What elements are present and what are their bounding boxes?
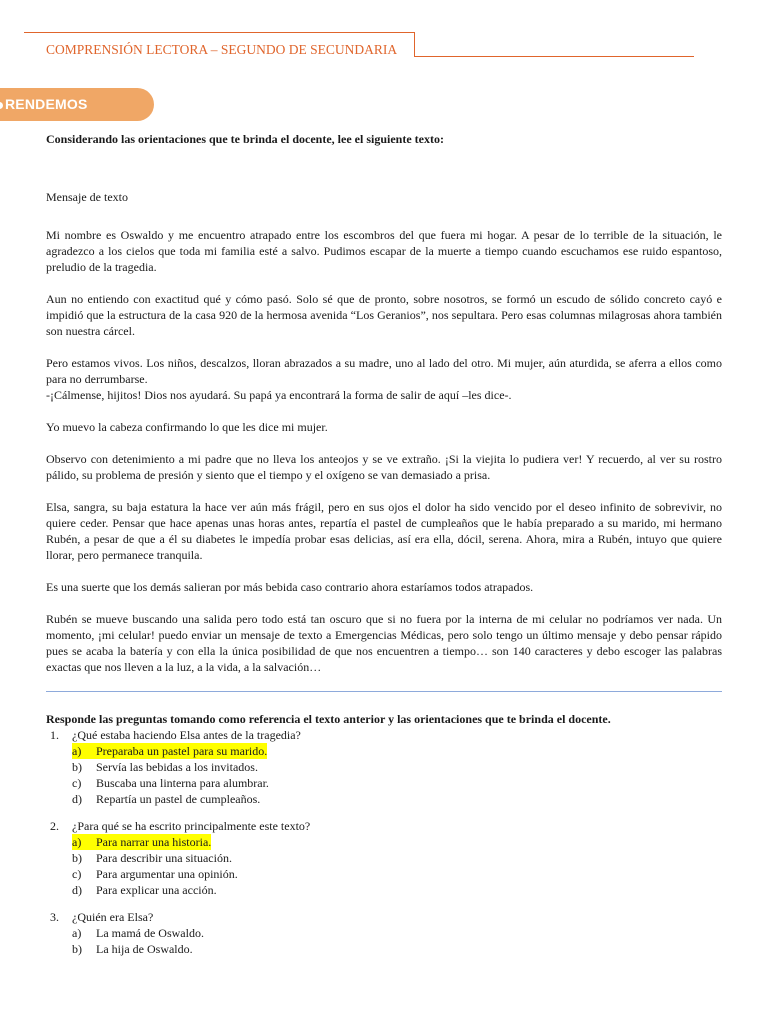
option[interactable] [46,775,722,791]
story-paragraph: Pero estamos vivos. Los niños, descalzos, lloran abrazados a su madre, uno al lado del otro. Mi mujer, aún aturdida, se aferra a ellos como para no derrumbarse. [46,356,722,386]
option-letter: c) [72,776,82,790]
option[interactable] [46,791,722,807]
option[interactable] [46,925,722,941]
story-paragraph: Yo muevo la cabeza confirmando lo que les dice mi mujer. [46,420,328,434]
option-letter: a) [72,743,95,759]
option-text: Para describir una situación. [96,851,232,865]
question-text: ¿Qué estaba haciendo Elsa antes de la tragedia? [72,728,301,742]
questions-section [46,711,722,957]
question-number: 2. [50,819,59,833]
option[interactable] [46,866,722,882]
option-letter: c) [72,867,82,881]
section-divider [46,691,722,692]
option-highlighted[interactable] [46,743,722,759]
question-text: ¿Para qué se ha escrito principalmente este texto? [72,819,311,833]
option[interactable] [46,882,722,898]
question-number: 1. [50,728,59,742]
text-title: Mensaje de texto [46,190,128,204]
story-paragraph: Elsa, sangra, su baja estatura la hace ver aún más frágil, pero en sus ojos el dolor ha sido vencido por el deseo infinito de sobrevivir, no quiere ceder. Pensar que hace apenas unas horas antes, repartía el pastel de cumpleaños que le había preparado a su marido, mi hermano Rubén, a pesar de que a él su diabetes le impedía probar esas delicias, así era ella, dócil, serena. Ahora, mira a Rubén, intuyo que quiere llorar, pero permanece tranquila. [46,500,722,562]
story-paragraph: Rubén se mueve buscando una salida pero todo está tan oscuro que si no fuera por la interna de mi celular no podríamos ver nada. Un momento, ¡mi celular! puedo enviar un mensaje de texto a Emergencias Médicas, pero solo tengo un último mensaje y debo pensar rápido pues se acaba la batería y con ella la única posibilidad de que nos encuentren a tiempo… son 140 caracteres y debo escoger las palabras exactas que nos lleven a la luz, a la vida, a la salvación… [46,612,722,674]
question-number: 3. [50,910,59,924]
page-title: COMPRENSIÓN LECTORA – SEGUNDO DE SECUNDARIA [46,42,398,57]
header-underline [414,56,694,57]
option-text: Preparaba un pastel para su marido. [82,743,267,759]
option-letter: b) [72,851,82,865]
option-letter: d) [72,792,82,806]
section-tab [0,88,154,121]
question-item [46,909,722,957]
question-list [46,727,722,957]
bullet-dot-icon [0,102,3,109]
story-text [46,227,722,675]
option-list [46,743,722,807]
option-list [46,834,722,898]
story-paragraph: Aun no entiendo con exactitud qué y cómo pasó. Solo sé que de pronto, sobre nosotros, se formó un escudo de sólido concreto cayó e impidió que la estructura de la casa 920 de la hermosa avenida “Los Geranios”, nos sepultara. Pero esas columnas milagrosas ahora también son nuestra cárcel. [46,292,722,338]
option-text: Repartía un pastel de cumpleaños. [96,792,261,806]
option-highlighted[interactable] [46,834,722,850]
option-text: Para argumentar una opinión. [96,867,238,881]
option-text: Servía las bebidas a los invitados. [96,760,258,774]
option-list [46,925,722,957]
document-body [46,131,722,968]
option[interactable] [46,759,722,775]
option-letter: a) [72,834,95,850]
option[interactable] [46,850,722,866]
option-text: Para narrar una historia. [82,834,211,850]
option-text: Buscaba una linterna para alumbrar. [96,776,269,790]
option[interactable] [46,941,722,957]
option-letter: d) [72,883,82,897]
option-letter: a) [72,926,82,940]
option-text: La mamá de Oswaldo. [96,926,204,940]
reading-instruction: Considerando las orientaciones que te brinda el docente, lee el siguiente texto: [46,132,444,146]
section-tab-label: RENDEMOS [5,96,88,112]
story-paragraph: Mi nombre es Oswaldo y me encuentro atrapado entre los escombros del que fuera mi hogar. A pesar de lo terrible de la situación, le agradezco a los cielos que toda mi familia esté a salvo. Pudimos escapar de la muerte a tiempo cuando escuchamos ese ruido espantoso, preludio de la tragedia. [46,228,722,274]
option-text: Para explicar una acción. [96,883,217,897]
questions-instruction: Responde las preguntas tomando como referencia el texto anterior y las orientaciones que te brinda el docente. [46,712,611,726]
story-paragraph: Es una suerte que los demás salieran por más bebida caso contrario ahora estaríamos todos atrapados. [46,580,534,594]
question-text: ¿Quién era Elsa? [72,910,154,924]
question-item [46,818,722,898]
option-letter: b) [72,760,82,774]
story-dialogue: -¡Cálmense, hijitos! Dios nos ayudará. Su papá ya encontrará la forma de salir de aquí –les dice-. [46,388,512,402]
story-paragraph: Observo con detenimiento a mi padre que no lleva los anteojos y se ve extraño. ¡Si la viejita lo pudiera ver! Y recuerdo, al ver su rostro pálido, su problema de presión y siento que el tiempo y el oxígeno se van demasiado a prisa. [46,452,722,482]
option-letter: b) [72,942,82,956]
question-item [46,727,722,807]
option-text: La hija de Oswaldo. [96,942,193,956]
